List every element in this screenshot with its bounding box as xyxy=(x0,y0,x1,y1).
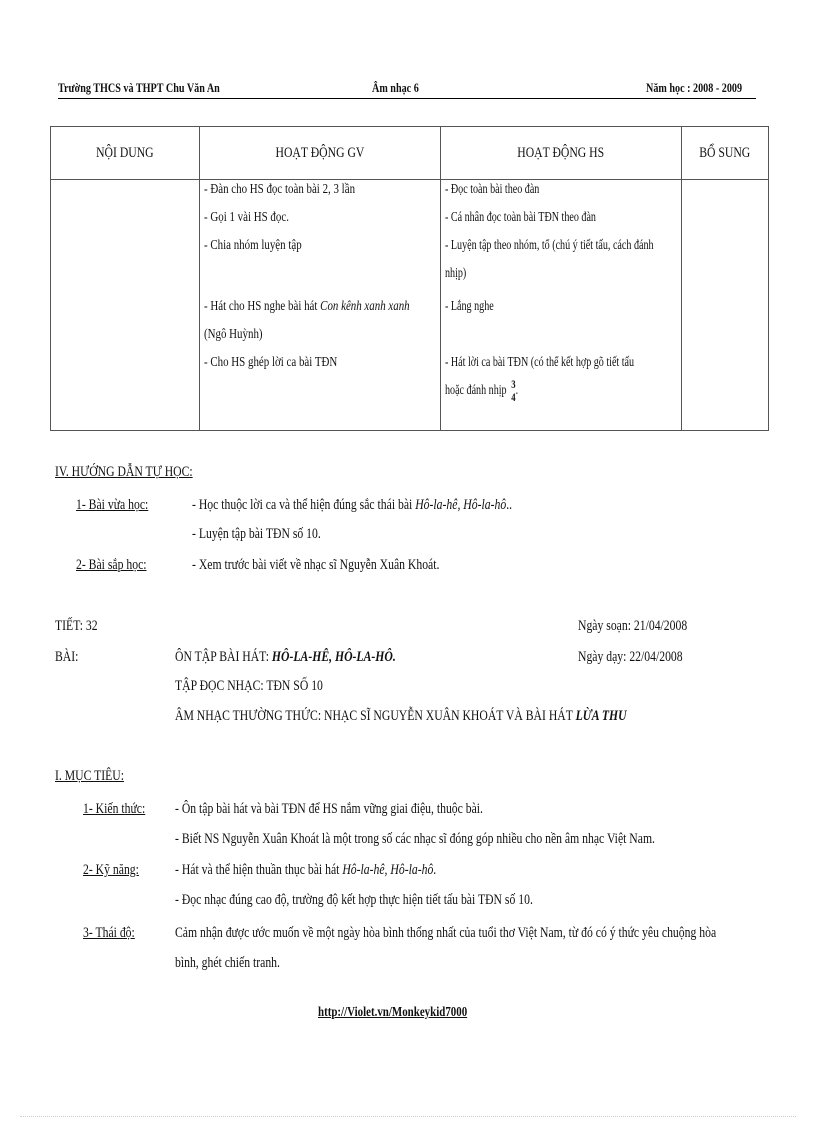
page-header xyxy=(58,80,756,99)
lesson-label: BÀI: xyxy=(55,649,79,665)
label-lesson-just-learned: 1- Bài vừa học: xyxy=(76,497,149,513)
subject: Âm nhạc 6 xyxy=(372,80,419,95)
section-title-self-study: IV. HƯỚNG DẪN TỰ HỌC: xyxy=(55,464,193,480)
gv-item: - Đàn cho HS đọc toàn bài 2, 3 lần xyxy=(204,182,356,197)
objective-item: Cảm nhận được ước muốn về một ngày hòa bình thống nhất của tuổi thơ Việt Nam, từ đó có ý thức yêu chuộng hòa xyxy=(175,925,717,941)
self-study-item: - Luyện tập bài TĐN số 10. xyxy=(192,526,321,542)
col-header-student: HOẠT ĐỘNG HS xyxy=(441,127,682,180)
col-header-teacher: HOẠT ĐỘNG GV xyxy=(200,127,441,180)
table-header-row xyxy=(51,127,769,180)
label-attitude: 3- Thái độ: xyxy=(83,925,135,941)
label-skills: 2- Kỹ năng: xyxy=(83,862,139,878)
footer-link[interactable]: http://Violet.vn/Monkeykid7000 xyxy=(318,1005,468,1020)
page-divider xyxy=(20,1116,796,1117)
hs-item: - Đọc toàn bài theo đàn xyxy=(445,182,540,197)
self-study-item: - Học thuộc lời ca và thể hiện đúng sắc thái bài Hô-la-hê, Hô-la-hô.. xyxy=(192,497,513,513)
notes-cell xyxy=(682,180,769,431)
objective-item: - Biết NS Nguyễn Xuân Khoát là một trong số các nhạc sĩ đóng góp nhiều cho nền âm nhạc Việt Nam. xyxy=(175,831,655,847)
lesson-topic-3: ÂM NHẠC THƯỜNG THỨC: NHẠC SĨ NGUYỄN XUÂN KHOÁT VÀ BÀI HÁT LỪA THU xyxy=(175,708,627,724)
preparation-date: Ngày soạn: 21/04/2008 xyxy=(578,618,688,634)
label-knowledge: 1- Kiến thức: xyxy=(83,801,146,817)
school-year: Năm học : 2008 - 2009 xyxy=(646,80,743,95)
hs-item: hoặc đánh nhịp 3 4. xyxy=(445,377,519,404)
gv-item: - Hát cho HS nghe bài hát Con kênh xanh xanh xyxy=(204,299,410,314)
col-header-notes: BỔ SUNG xyxy=(682,127,769,180)
objective-item: - Đọc nhạc đúng cao độ, trường độ kết hợp thực hiện tiết tấu bài TĐN số 10. xyxy=(175,892,533,908)
lesson-topic-2: TẬP ĐỌC NHẠC: TĐN SỐ 10 xyxy=(175,678,323,694)
objective-item: - Ôn tập bài hát và bài TĐN để HS nắm vững giai điệu, thuộc bài. xyxy=(175,801,483,817)
hs-item: - Cá nhân đọc toàn bài TĐN theo đàn xyxy=(445,210,596,225)
hs-item: - Lắng nghe xyxy=(445,299,494,314)
label-next-lesson: 2- Bài sắp học: xyxy=(76,557,147,573)
col-header-content: NỘI DUNG xyxy=(51,127,200,180)
lesson-topic-1: ÔN TẬP BÀI HÁT: HÔ-LA-HÊ, HÔ-LA-HÔ. xyxy=(175,649,396,665)
lesson-period: TIẾT: 32 xyxy=(55,618,98,634)
self-study-item: - Xem trước bài viết về nhạc sĩ Nguyễn Xuân Khoát. xyxy=(192,557,440,573)
gv-item: - Gọi 1 vài HS đọc. xyxy=(204,210,289,225)
section-title-objectives: I. MỤC TIÊU: xyxy=(55,768,125,784)
teacher-activity-cell xyxy=(200,180,441,431)
objective-item: bình, ghét chiến tranh. xyxy=(175,955,280,971)
objective-item: - Hát và thể hiện thuần thục bài hát Hô-la-hê, Hô-la-hô. xyxy=(175,862,437,878)
content-cell xyxy=(51,180,200,431)
hs-item: - Hát lời ca bài TĐN (có thể kết hợp gõ tiết tấu xyxy=(445,355,635,370)
table-row xyxy=(51,180,769,431)
gv-item: - Cho HS ghép lời ca bài TĐN xyxy=(204,355,338,370)
hs-item: nhịp) xyxy=(445,266,467,281)
activity-table xyxy=(50,126,769,431)
gv-item: - Chia nhóm luyện tập xyxy=(204,238,302,253)
hs-item: - Luyện tập theo nhóm, tổ (chú ý tiết tấu, cách đánh xyxy=(445,238,654,253)
time-signature: 3 4 xyxy=(511,377,516,404)
teaching-date: Ngày dạy: 22/04/2008 xyxy=(578,649,683,665)
school-name: Trường THCS và THPT Chu Văn An xyxy=(58,80,220,95)
gv-item: (Ngô Huỳnh) xyxy=(204,327,263,342)
student-activity-cell xyxy=(441,180,682,431)
